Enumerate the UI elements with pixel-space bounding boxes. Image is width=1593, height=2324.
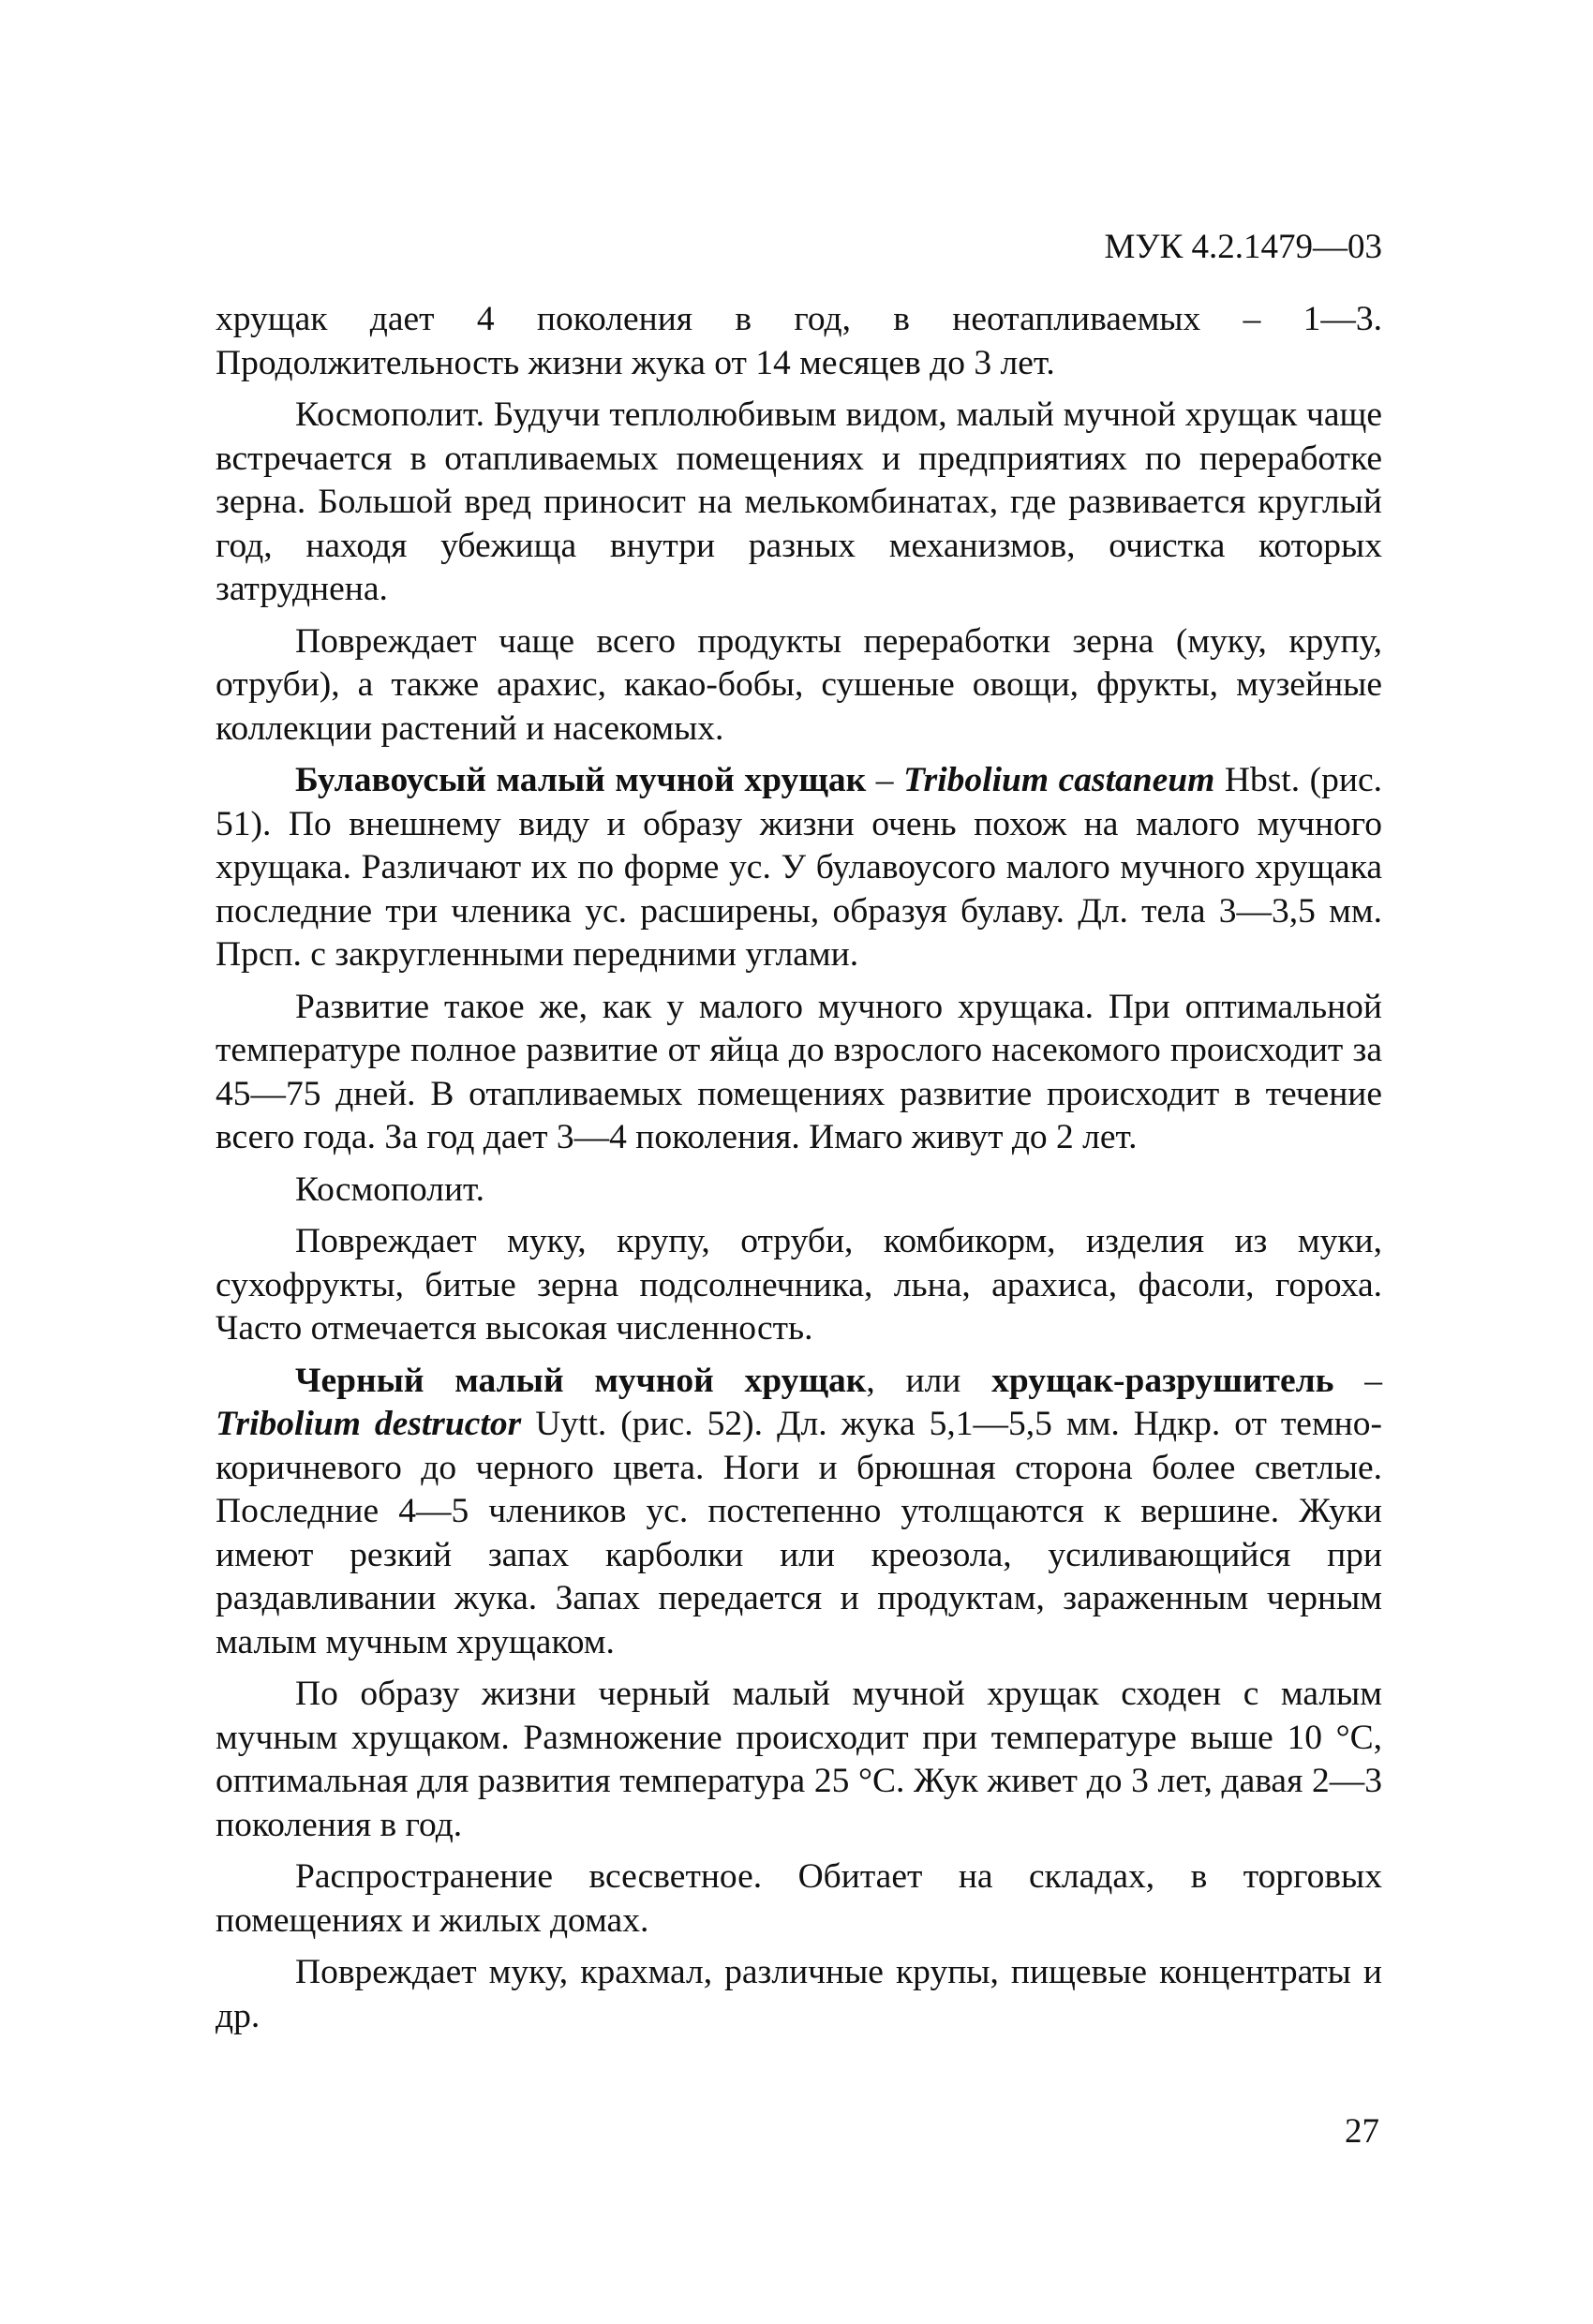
paragraph-5: Развитие такое же, как у малого мучного хрущака. При оптимальной температуре полное развитие от яйца до взрослого насекомого происходит за 45—75 дней. В отапливаемых помещениях развитие происходит в течение всего года. За год дает 3—4 поколения. Имаго живут до 2 лет.	[216, 987, 1382, 1156]
paragraph-4-text: Hbst. (рис. 51). По внешнему виду и образу жизни очень похож на малого мучного хрущака. Различают их по форме ус. У булавоусого малого мучного хрущака последние три членика ус. расширены, образуя булаву. Дл. тела 3—3,5 мм. Прсп. с закругленными передними углами.	[216, 761, 1383, 974]
species-name-destructor: Черный малый мучной хрущак	[295, 1361, 867, 1400]
paragraph-6: Космополит.	[295, 1169, 485, 1209]
paragraph-8-text: Uytt. (рис. 52). Дл. жука 5,1—5,5 мм. Ндкр. от темно-коричневого до черного цвета. Ноги и брюшная сторона более светлые. Последние 4—5 члеников ус. постепенно утолщаются к вершине. Жуки имеют резкий запах карболки или креозола, усиливающийся при раздавливании жука. Запах передается и продуктам, зараженным черным малым мучным хрущаком.	[216, 1405, 1382, 1661]
paragraph-3: Повреждает чаще всего продукты переработки зерна (муку, крупу, отруби), а также арахис, какао-бобы, сушеные овощи, фрукты, музейные коллекции растений и насекомых.	[216, 621, 1382, 748]
dash: –	[866, 761, 904, 799]
paragraph-10: Распространение всесветное. Обитает на складах, в торговых помещениях и жилых домах.	[216, 1857, 1382, 1940]
species-name-castaneum: Булавоусый малый мучной хрущак	[295, 761, 867, 799]
page-number: 27	[1345, 2112, 1379, 2151]
paragraph-4	[216, 759, 1382, 977]
paragraph-11: Повреждает муку, крахмал, различные крупы, пищевые концентраты и др.	[216, 1953, 1382, 2035]
paragraph-2: Космополит. Будучи теплолюбивым видом, малый мучной хрущак чаще встречается в отапливаемых помещениях и предприятиях по переработке зерна. Большой вред приносит на мелькомбинатах, где развивается круглый год, находя убежища внутри разных механизмов, очистка которых затруднена.	[216, 395, 1382, 608]
body-text	[216, 298, 1382, 2047]
paragraph-8	[216, 1360, 1382, 1665]
document-code: МУК 4.2.1479—03	[1104, 228, 1382, 266]
latin-name-destructor: Tribolium destructor	[216, 1405, 522, 1443]
latin-name-castaneum: Tribolium castaneum	[903, 761, 1215, 799]
separator: , или	[866, 1361, 992, 1400]
paragraph-7: Повреждает муку, крупу, отруби, комбикорм, изделия из муки, сухофрукты, битые зерна подсолнечника, льна, арахиса, фасоли, гороха. Часто отмечается высокая численность.	[216, 1222, 1382, 1348]
dash: –	[1333, 1361, 1382, 1400]
species-alt-name-destructor: хрущак-разрушитель	[991, 1361, 1334, 1400]
paragraph-1: хрущак дает 4 поколения в год, в неотапливаемых – 1—3. Продолжительность жизни жука от 14 месяцев до 3 лет.	[216, 300, 1382, 382]
paragraph-9: По образу жизни черный малый мучной хрущак сходен с малым мучным хрущаком. Размножение происходит при температуре выше 10 °С, оптимальная для развития температура 25 °С. Жук живет до 3 лет, давая 2—3 поколения в год.	[216, 1675, 1382, 1844]
